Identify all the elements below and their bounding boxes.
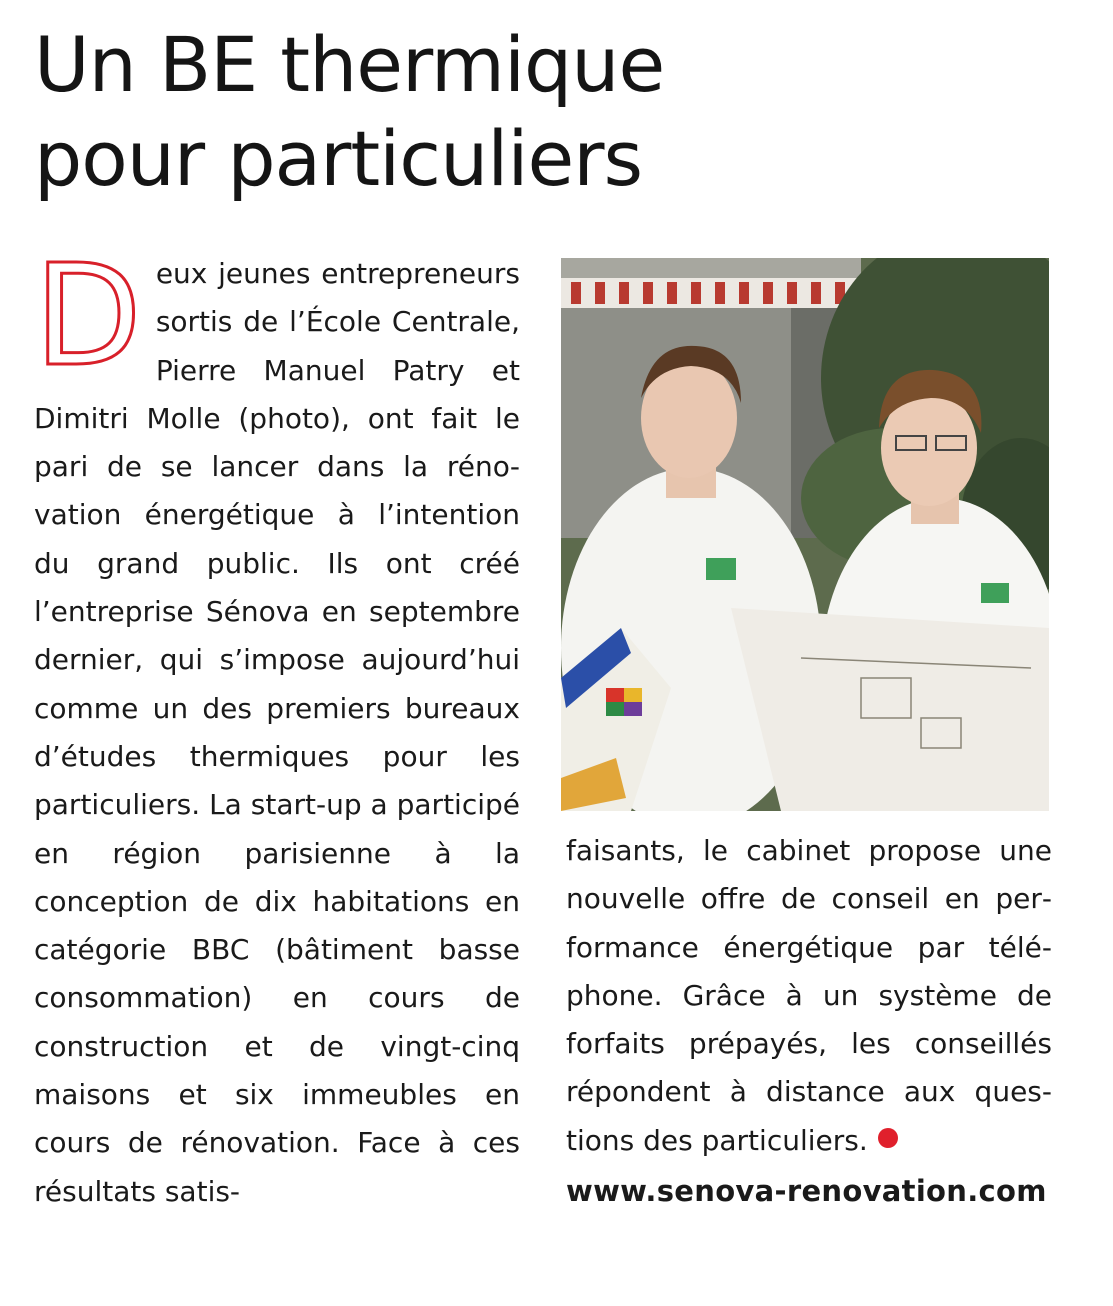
website-link[interactable]: www.senova-renovation.com (566, 1174, 1047, 1209)
headline-line-1: Un BE thermique (34, 20, 665, 109)
drop-cap: D (34, 235, 142, 398)
body-column-left (34, 235, 520, 1216)
body-column-right (566, 827, 1052, 1215)
body-text-right (566, 827, 1052, 1165)
headline (34, 18, 664, 206)
body-text-right-content: faisants, le cabinet propose une nouvelle offre de conseil en performance énergétique par téléphone. Grâce à un système de forfaits prépayés, les conseillés répondent à distance aux questions des particuliers. (566, 834, 1052, 1157)
article-photo (561, 258, 1049, 811)
body-text-left: eux jeunes entrepreneurs sortis de l’École Centrale, Pierre Manuel Patry et Dimitri Molle (photo), ont fait le pari de se lancer dans la rénovation énergétique à l’intention du grand public. Ils ont créé l’entreprise Sénova en septembre dernier, qui s’impose aujourd’hui comme un des premiers bureaux d’études thermiques pour les particuliers. La start-up a participé en région parisienne à la conception de dix habitations en catégorie BBC (bâtiment basse consommation) en cours de construction et de vingt-cinq maisons et six immeubles en cours de rénovation. Face à ces résultats satis- (34, 257, 520, 1208)
end-mark-dot-icon (878, 1128, 898, 1148)
photo-illustration (561, 258, 1049, 811)
headline-line-2: pour particuliers (34, 114, 643, 203)
